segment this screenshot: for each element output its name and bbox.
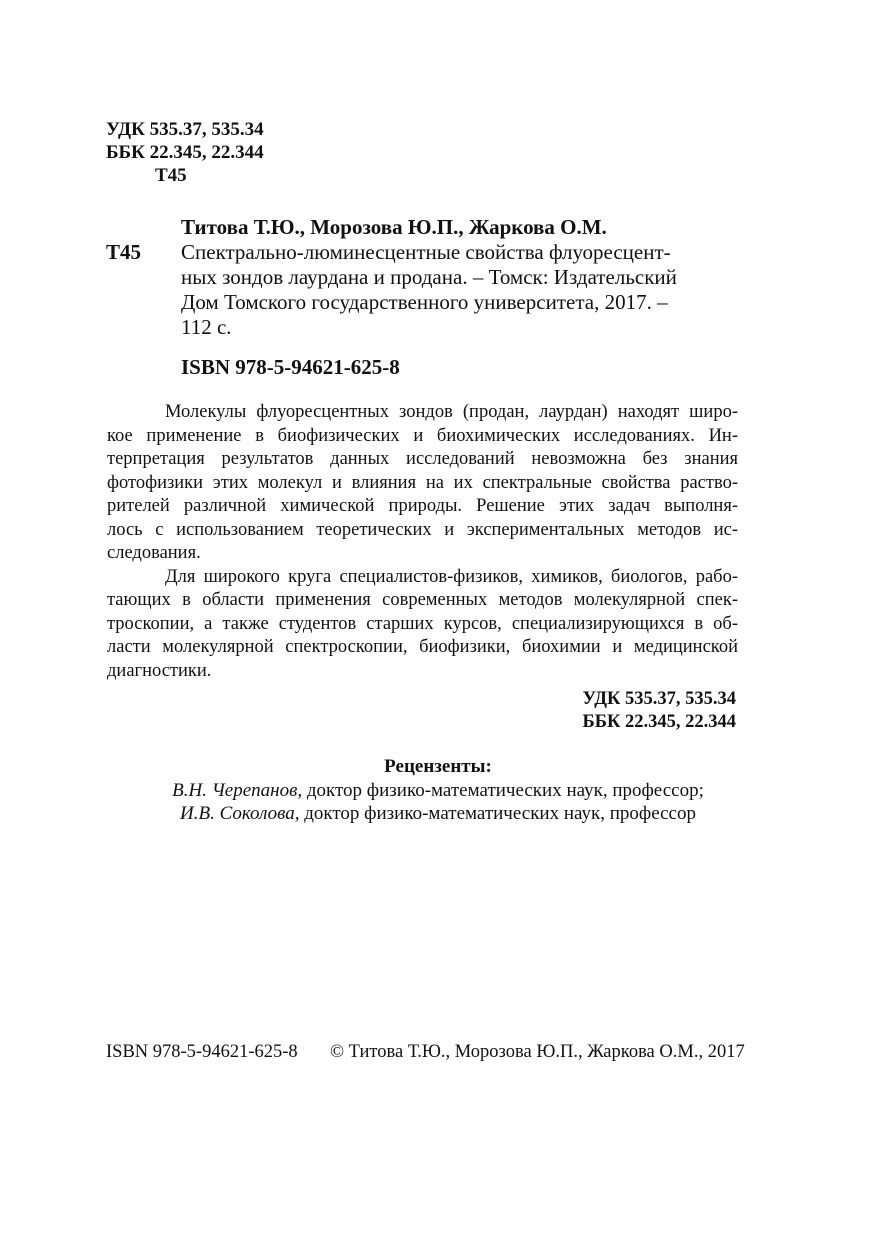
reviewer-title: доктор физико-математических наук, профессор; [302,780,704,801]
annotation-line: кое применение в биофизических и биохимических исследованиях. Ин- [107,426,738,446]
annotation-line: лось с использованием теоретических и экспериментальных методов ис- [107,520,738,540]
annotation-line: ласти молекулярной спектроскопии, биофизики, биохимии и медицинской [107,637,738,657]
reviewers-heading: Рецензенты: [384,756,492,777]
footer-isbn: ISBN 978-5-94621-625-8 [106,1042,298,1062]
annotation-line: фотофизики этих молекул и влияния на их спектральные свойства раство- [107,473,738,493]
bbk-code: ББК 22.345, 22.344 [106,142,264,163]
reviewer-title: доктор физико-математических наук, профессор [299,803,696,824]
annotation-line: троскопии, а также студентов старших курсов, специализирующихся в об- [107,614,738,634]
author-mark-left: Т45 [106,240,142,264]
author-mark: Т45 [155,165,187,186]
annotation-line: Молекулы флуоресцентных зондов (продан, лаурдан) находят широ- [165,402,738,422]
annotation-line: следования. [107,543,201,563]
description-line: 112 с. [181,315,232,339]
description-line: ных зондов лаурдана и продана. – Томск: Издательский [181,265,677,289]
reviewer-name: В.Н. Черепанов, [172,780,303,801]
annotation-line: терпретация результатов данных исследований невозможна без знания [107,449,738,469]
reviewer [0,803,876,825]
reviewer [0,780,876,802]
authors: Титова Т.Ю., Морозова Ю.П., Жаркова О.М. [181,215,607,239]
annotation-line: Для широкого круга специалистов-физиков, химиков, биологов, рабо- [165,567,738,587]
annotation-line: тающих в области применения современных методов молекулярной спек- [107,590,738,610]
description-line: Спектрально-люминесцентные свойства флуоресцент- [181,240,671,264]
bbk-code-repeat: ББК 22.345, 22.344 [582,712,736,732]
annotation-line: рителей различной химической природы. Решение этих задач выполня- [107,496,738,516]
udk-code: УДК 535.37, 535.34 [106,119,264,140]
isbn-bold: ISBN 978-5-94621-625-8 [181,355,400,379]
reviewer-name: И.В. Соколова, [180,803,300,824]
udk-code-repeat: УДК 535.37, 535.34 [582,689,736,709]
description-line: Дом Томского государственного университета, 2017. – [181,290,668,314]
footer-copyright: © Титова Т.Ю., Морозова Ю.П., Жаркова О.М., 2017 [330,1042,745,1062]
annotation-line: диагностики. [107,661,212,681]
